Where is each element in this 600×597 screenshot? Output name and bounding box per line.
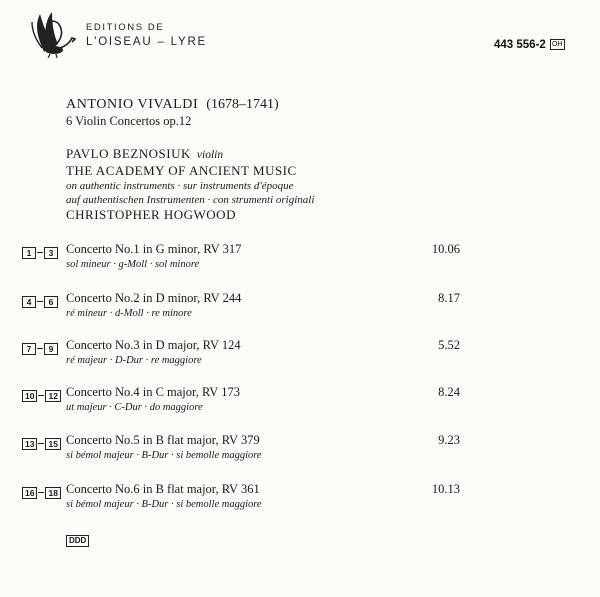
track-end: 9 xyxy=(44,343,58,355)
track-start: 16 xyxy=(22,487,37,499)
label-name-line2: L'OISEAU – LYRE xyxy=(86,36,208,48)
performers-block xyxy=(66,146,314,223)
format-badge: OH xyxy=(552,41,563,49)
track-end: 6 xyxy=(44,296,58,308)
composer-dates: (1678–1741) xyxy=(206,97,279,112)
work-title: 6 Violin Concertos op.12 xyxy=(66,114,192,128)
track-row xyxy=(22,384,582,420)
track-keys: ut majeur · C-Dur · do maggiore xyxy=(66,402,203,413)
track-duration: 10.13 xyxy=(431,482,460,496)
track-start: 7 xyxy=(22,343,36,355)
track-numbers xyxy=(22,292,58,310)
track-title: Concerto No.1 in G minor, RV 317 xyxy=(66,242,242,256)
soloist-line xyxy=(66,146,314,163)
track-numbers xyxy=(22,386,61,404)
track-title: Concerto No.4 in C major, RV 173 xyxy=(66,385,240,399)
composer-line xyxy=(66,96,279,113)
track-title: Concerto No.2 in D minor, RV 244 xyxy=(66,291,242,305)
track-duration: 8.24 xyxy=(438,385,460,399)
track-row xyxy=(22,290,582,326)
label-name-line1: EDITIONS DE xyxy=(86,22,165,33)
track-end: 18 xyxy=(45,487,60,499)
track-end: 3 xyxy=(44,247,58,259)
instruments-note-1: on authentic instruments · sur instruments d'époque xyxy=(66,180,294,192)
track-title: Concerto No.5 in B flat major, RV 379 xyxy=(66,433,260,447)
track-keys: ré majeur · D-Dur · re maggiore xyxy=(66,355,202,366)
soloist-name: PAVLO BEZNOSIUK xyxy=(66,146,191,161)
track-row xyxy=(22,432,582,468)
lyrebird-icon xyxy=(30,8,86,58)
track-duration: 9.23 xyxy=(438,433,460,447)
track-start: 1 xyxy=(22,247,36,259)
track-title: Concerto No.6 in B flat major, RV 361 xyxy=(66,482,260,496)
label-logo xyxy=(30,8,230,63)
catalog-number-text: 443 556-2 xyxy=(494,39,546,51)
track-keys: si bémol majeur · B-Dur · si bemolle maggiore xyxy=(66,450,262,461)
catalog-number xyxy=(494,39,565,51)
track-end: 12 xyxy=(45,390,60,402)
track-numbers xyxy=(22,339,58,357)
track-start: 13 xyxy=(22,438,37,450)
track-end: 15 xyxy=(45,438,60,450)
track-duration: 5.52 xyxy=(438,338,460,352)
track-start: 4 xyxy=(22,296,36,308)
sound-code-badge: DDD xyxy=(66,535,89,547)
track-duration: 10.06 xyxy=(431,242,460,256)
sound-code xyxy=(66,530,89,548)
track-duration: 8.17 xyxy=(438,291,460,305)
track-keys: ré mineur · d-Moll · re minore xyxy=(66,308,192,319)
conductor-name: CHRISTOPHER HOGWOOD xyxy=(66,207,236,222)
soloist-role: violin xyxy=(196,149,224,161)
work-header xyxy=(66,96,279,130)
ensemble-name: THE ACADEMY OF ANCIENT MUSIC xyxy=(66,163,297,178)
track-keys: si bémol majeur · B-Dur · si bemolle maggiore xyxy=(66,499,262,510)
track-numbers xyxy=(22,483,61,501)
track-numbers xyxy=(22,434,61,452)
track-row xyxy=(22,481,582,517)
track-numbers xyxy=(22,243,58,261)
track-title: Concerto No.3 in D major, RV 124 xyxy=(66,338,241,352)
track-row xyxy=(22,337,582,373)
composer-name: ANTONIO VIVALDI xyxy=(66,97,199,112)
track-keys: sol mineur · g-Moll · sol minore xyxy=(66,259,200,270)
track-start: 10 xyxy=(22,390,37,402)
track-row xyxy=(22,241,582,277)
instruments-note-2: auf authentischen Instrumenten · con strumenti originali xyxy=(66,194,315,206)
